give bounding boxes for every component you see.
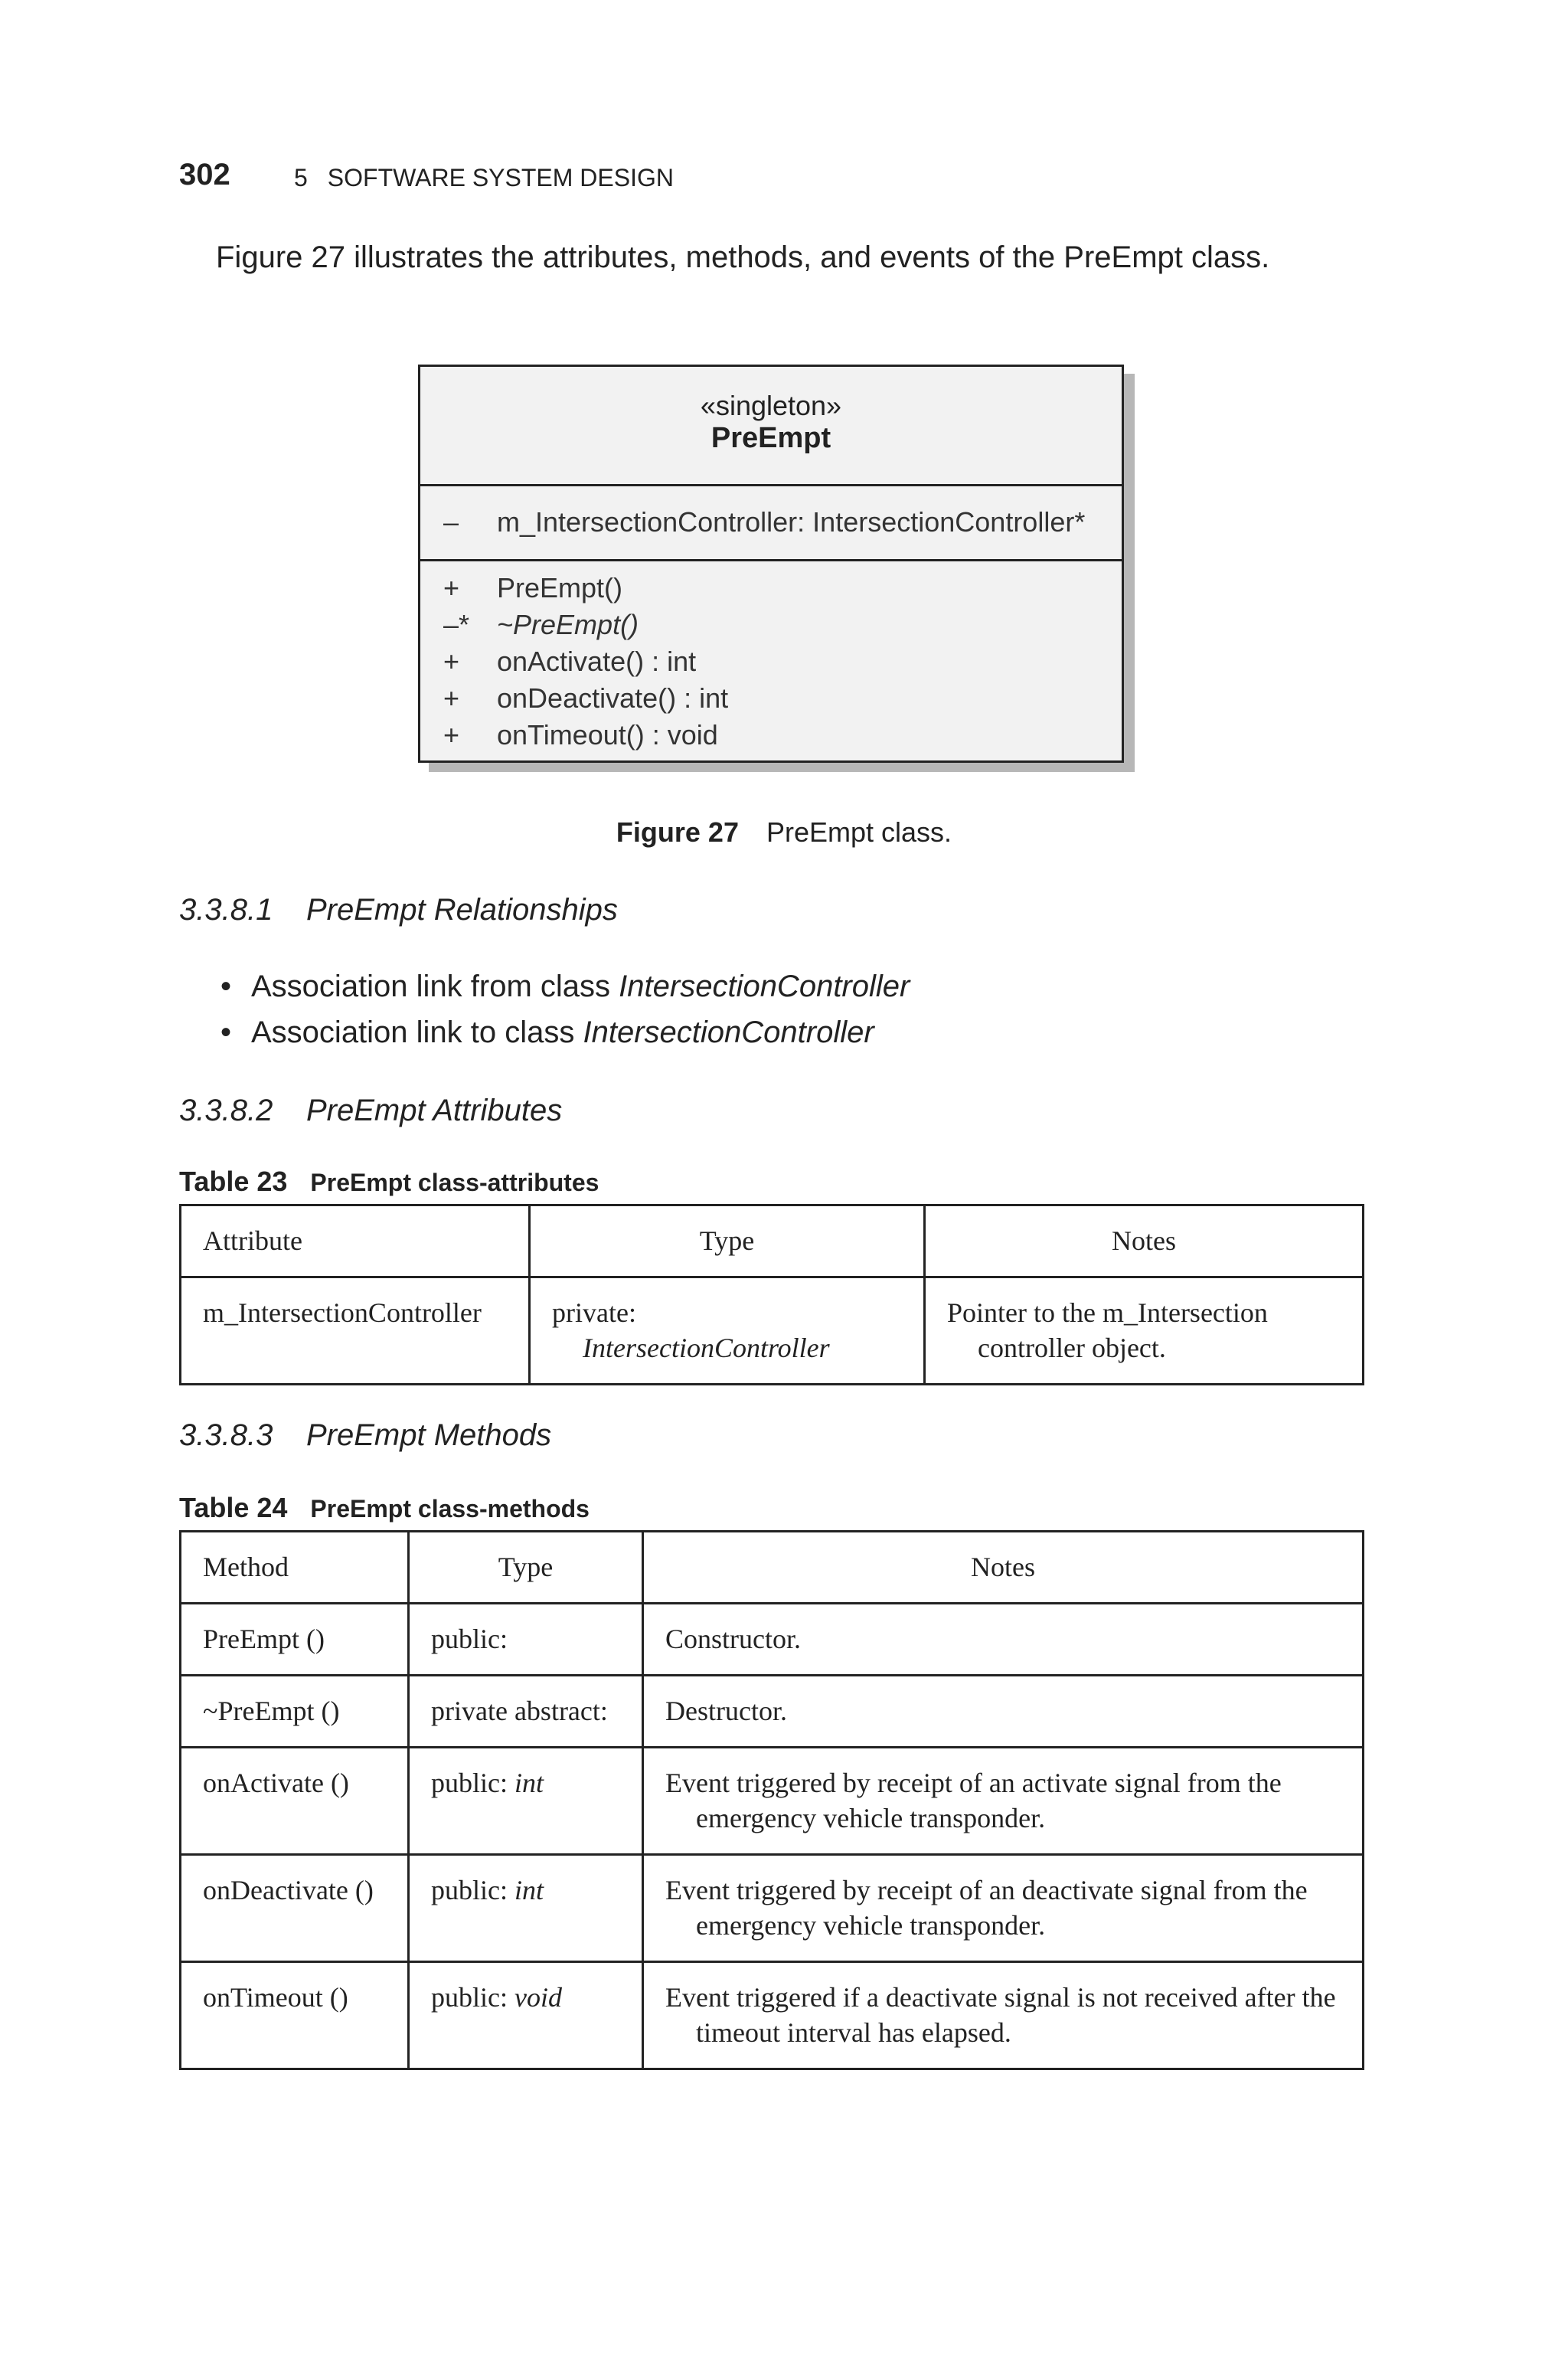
uml-operation-row <box>420 572 1122 609</box>
table-header-cell: Type <box>530 1205 925 1277</box>
table-header-cell: Attribute <box>181 1205 530 1277</box>
uml-operation-compartment <box>420 561 1122 760</box>
table-cell: ~PreEmpt () <box>181 1676 409 1748</box>
list-item-class: IntersectionController <box>619 970 910 1003</box>
chapter-number: 5 <box>294 164 308 191</box>
figure-label: Figure 27 <box>616 816 739 848</box>
bullet-icon: • <box>220 970 232 1003</box>
table-cell <box>643 1748 1364 1855</box>
uml-visibility: – <box>443 506 459 538</box>
running-head <box>294 164 674 192</box>
section-heading-attributes <box>179 1094 562 1128</box>
table-header-cell: Notes <box>925 1205 1364 1277</box>
uml-operation-signature: onDeactivate() : int <box>497 682 729 714</box>
figure-caption-text: PreEmpt class. <box>766 816 952 848</box>
table-cell: onDeactivate () <box>181 1855 409 1962</box>
table-label: Table 23 <box>179 1166 288 1197</box>
table-caption <box>179 1492 590 1524</box>
table-cell <box>409 1855 643 1962</box>
section-title: PreEmpt Relationships <box>306 893 618 927</box>
uml-class-name: PreEmpt <box>710 422 831 454</box>
table-row <box>181 1748 1364 1855</box>
type-prefix: public: <box>431 1875 514 1905</box>
uml-visibility: + <box>443 646 460 677</box>
uml-operation-row <box>420 682 1122 719</box>
uml-operation-row <box>420 719 1122 756</box>
section-heading-methods <box>179 1418 551 1453</box>
uml-operation-signature: ~PreEmpt() <box>497 609 639 640</box>
uml-visibility: + <box>443 572 460 603</box>
table-header-row <box>181 1532 1364 1604</box>
table-cell: onTimeout () <box>181 1962 409 2069</box>
section-title: PreEmpt Methods <box>306 1418 552 1452</box>
table-caption <box>179 1166 599 1198</box>
table-cell <box>643 1962 1364 2069</box>
section-heading-relationships <box>179 893 618 927</box>
type-return: int <box>514 1875 544 1905</box>
uml-attribute-signature: m_IntersectionController: IntersectionController* <box>497 506 1086 538</box>
notes-text: Constructor. <box>665 1624 801 1654</box>
table-cell <box>643 1855 1364 1962</box>
table-cell: m_IntersectionController <box>181 1277 530 1385</box>
figure-caption <box>0 816 1568 849</box>
table-row <box>181 1604 1364 1676</box>
uml-operation-signature: onActivate() : int <box>497 646 697 677</box>
attributes-table <box>179 1204 1364 1385</box>
table-row <box>181 1676 1364 1748</box>
list-item-text: Association link from class <box>251 970 619 1003</box>
list-item <box>220 970 910 1016</box>
uml-class-box <box>418 365 1124 763</box>
type-prefix: public: <box>431 1982 514 2013</box>
type-name: IntersectionController <box>583 1333 830 1363</box>
notes-text: Event triggered by receipt of an activate signal from the emergency vehicle transponder. <box>665 1768 1282 1833</box>
uml-name-compartment <box>420 367 1122 486</box>
table-cell: PreEmpt () <box>181 1604 409 1676</box>
notes-text: Event triggered if a deactivate signal is not received after the timeout interval has elapsed. <box>665 1982 1336 2048</box>
uml-visibility: –* <box>443 609 470 640</box>
list-item-text: Association link to class <box>251 1016 583 1049</box>
uml-operation-row <box>420 609 1122 646</box>
table-cell <box>409 1962 643 2069</box>
intro-paragraph: Figure 27 illustrates the attributes, methods, and events of the PreEmpt class. <box>216 240 1270 274</box>
list-item-class: IntersectionController <box>583 1016 874 1049</box>
uml-visibility: + <box>443 719 460 751</box>
uml-operation-row <box>420 646 1122 682</box>
table-cell: onActivate () <box>181 1748 409 1855</box>
table-header-cell: Notes <box>643 1532 1364 1604</box>
relationship-list <box>220 970 910 1061</box>
table-cell <box>925 1277 1364 1385</box>
section-title: PreEmpt Attributes <box>306 1094 563 1127</box>
section-number: 3.3.8.3 <box>179 1418 273 1452</box>
notes-text: Pointer to the m_Intersection controller object. <box>947 1297 1268 1363</box>
type-return: void <box>514 1982 562 2013</box>
notes-text: Destructor. <box>665 1696 787 1726</box>
uml-stereotype: «singleton» <box>700 390 842 421</box>
table-cell <box>409 1604 643 1676</box>
table-header-cell: Method <box>181 1532 409 1604</box>
chapter-title: SOFTWARE SYSTEM DESIGN <box>327 164 674 191</box>
section-number: 3.3.8.2 <box>179 1094 273 1127</box>
uml-attribute-row <box>420 506 1122 543</box>
table-cell <box>409 1676 643 1748</box>
table-title: PreEmpt class-attributes <box>310 1169 599 1196</box>
page-number: 302 <box>179 158 230 191</box>
table-label: Table 24 <box>179 1492 288 1523</box>
table-row <box>181 1962 1364 2069</box>
type-prefix: private abstract: <box>431 1696 608 1726</box>
table-row <box>181 1855 1364 1962</box>
uml-operation-signature: PreEmpt() <box>497 572 623 603</box>
table-cell <box>643 1604 1364 1676</box>
table-cell <box>409 1748 643 1855</box>
methods-table <box>179 1530 1364 2070</box>
table-cell <box>530 1277 925 1385</box>
bullet-icon: • <box>220 1016 232 1049</box>
table-header-row <box>181 1205 1364 1277</box>
uml-visibility: + <box>443 682 460 714</box>
type-prefix: public: <box>431 1624 508 1654</box>
list-item <box>220 1016 910 1061</box>
uml-attribute-compartment <box>420 486 1122 561</box>
table-header-cell: Type <box>409 1532 643 1604</box>
notes-text: Event triggered by receipt of an deactivate signal from the emergency vehicle transponder. <box>665 1875 1308 1941</box>
table-title: PreEmpt class-methods <box>310 1495 590 1523</box>
table-row <box>181 1277 1364 1385</box>
section-number: 3.3.8.1 <box>179 893 273 927</box>
uml-operation-signature: onTimeout() : void <box>497 719 718 751</box>
type-return: int <box>514 1768 544 1798</box>
type-prefix: public: <box>431 1768 514 1798</box>
type-prefix: private: <box>552 1297 636 1328</box>
table-cell <box>643 1676 1364 1748</box>
